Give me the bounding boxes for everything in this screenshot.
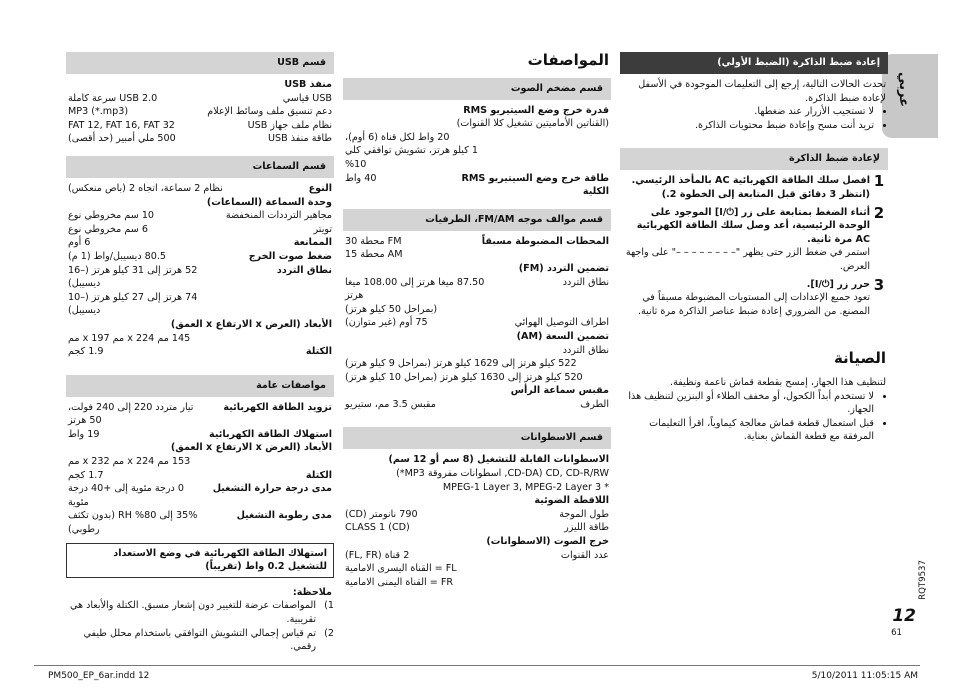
list-item: • قبل استعمال قطعة قماش معالجة كيماوياً، اقرأ التعليمات المرفقة مع قطعة القماش بعناية. — [620, 417, 874, 444]
spec-value — [345, 344, 499, 358]
spec-value: نظام 2 سماعة، اتجاه 2 (باص منعكس) — [68, 182, 223, 194]
step-body — [620, 278, 870, 319]
spec-value: 10 سم مخروطي نوع — [68, 210, 155, 222]
spec-value: 1.9 كجم — [68, 346, 104, 358]
language-tab-label: عربي — [896, 72, 911, 108]
spec-value: 1.7 كجم — [68, 469, 104, 481]
disc-header: قسم الاسطوانات — [343, 427, 611, 449]
disc-supported-label: الاسطوانات القابلة للتشغيل (8 سم أو 12 سم) — [388, 454, 609, 466]
step-number: 3 — [873, 275, 885, 294]
maintenance-title: الصيانة — [833, 349, 886, 368]
spec-key — [232, 332, 332, 346]
am-mod-label: تضمين السعة (AM) — [516, 330, 609, 342]
spec-row — [343, 303, 611, 317]
note-number: 2) — [324, 627, 334, 639]
spec-value: تيار متردد 220 إلى 240 فولت، 50 هرتز — [68, 401, 194, 427]
speaker-header: قسم السماعات — [66, 156, 334, 178]
spec-row — [66, 105, 334, 119]
right-column — [620, 52, 888, 444]
spec-row — [343, 248, 611, 262]
spec-row — [343, 344, 611, 358]
notes-list — [66, 599, 334, 653]
memory-reset-header: لإعادة ضبط الذاكرة — [620, 148, 888, 170]
usb-header: قسم USB — [66, 52, 334, 74]
spec-key: دعم تنسيق ملف وسائط الإعلام — [207, 106, 332, 118]
spec-value: 74 هرتز إلى 27 كيلو هرتز (–10 ديسيبل) — [68, 291, 198, 317]
spec-key: الطرف — [580, 398, 609, 410]
spec-value: FR = القناة اليمنى الامامية — [345, 576, 454, 588]
headphones-label: مقبس سماعة الرأس — [510, 385, 609, 397]
spec-key: تزويد الطاقة الكهربائية — [223, 401, 332, 413]
general-dims-label: الأبعاد (العرض x الارتفاع x العمق) — [170, 442, 332, 454]
spec-value: 522 كيلو هرتز إلى 1629 كيلو هرتز (بمراحل 9 كيلو هرتز) — [345, 358, 577, 370]
spec-value: 145 مم x 224 مم x 197 مم — [68, 332, 191, 344]
spec-row — [343, 549, 611, 563]
spec-value: 35% إلى 80% RH (بدون تكثف رطوبي) — [68, 510, 198, 536]
spec-key: عدد القنوات — [560, 549, 609, 561]
fm-mod-label: تضمين التردد (FM) — [518, 262, 609, 274]
amp-header: قسم مضخم الصوت — [343, 78, 611, 100]
speaker-units-label: وحدة السماعة (السماعات) — [206, 196, 332, 208]
reset-header: إعادة ضبط الذاكرة (الضبط الأولي) — [620, 52, 888, 74]
spec-row — [343, 131, 611, 145]
spec-value: MP3 (*.mp3) — [68, 106, 129, 118]
usb-port-label: منفذ USB — [284, 79, 332, 90]
spec-key: مجاهير الترددات المنخفضة — [225, 210, 332, 222]
list-item: • لا تستخدم أبداً الكحول، أو مخفف الطلاء أو البنزين لتنظيف هذا الجهاز. — [620, 390, 874, 417]
note-item — [66, 627, 334, 654]
spec-row — [66, 428, 334, 442]
spec-key: ضغط صوت الخرج — [248, 250, 332, 262]
spec-key — [499, 303, 609, 317]
page-number: 12 — [892, 606, 916, 626]
footer-rule — [34, 665, 920, 666]
spec-row — [66, 209, 334, 223]
spec-row — [66, 332, 334, 346]
language-tab — [882, 54, 938, 138]
spec-key: مدى رطوبة التشغيل — [236, 510, 332, 522]
spec-key: نظام ملف جهاز USB — [247, 119, 332, 131]
spec-key: الكتلة — [305, 346, 332, 358]
spec-value: 520 كيلو هرتز إلى 1630 كيلو هرتز (بمراحل 10 كيلو هرتز) — [345, 371, 583, 383]
spec-row — [66, 469, 334, 483]
step-body — [620, 206, 870, 274]
spec-key: الممانعة — [293, 237, 332, 249]
spec-value: USB 2.0 سرعة كاملة — [68, 92, 158, 104]
spec-row — [66, 92, 334, 106]
spec-key: طول الموجة — [559, 508, 609, 520]
fm-header: قسم موالف موجه FM/AM، الطرفيات — [343, 209, 611, 231]
middle-column — [343, 52, 611, 589]
pickup-label: اللاقطة الضوئية — [534, 495, 609, 507]
spec-row — [343, 235, 611, 249]
spec-value: 75 أوم (غير متوازن) — [345, 317, 428, 329]
spec-key: نطاق التردد — [276, 264, 332, 276]
spec-key: النوع — [308, 182, 332, 194]
spec-value: 6 أوم — [68, 237, 91, 249]
spec-key: طاقة منفذ USB — [267, 133, 332, 145]
spec-key: طاقة الليزر — [564, 522, 609, 534]
spec-row — [66, 345, 334, 359]
spec-row — [66, 223, 334, 237]
spec-value: 500 ملي أمبير (حد أقصى) — [68, 133, 176, 145]
amp-rms-sub: (القناتين الأماميتين تشغيل كلا القنوات) — [456, 118, 609, 130]
spec-key: الكتلة — [305, 469, 332, 481]
spec-value: FAT 12, FAT 16, FAT 32 — [68, 119, 175, 131]
spec-row — [343, 576, 611, 590]
spec-key — [499, 131, 609, 145]
spec-row — [343, 508, 611, 522]
note-text: تم قياس إجمالي التشويش التوافقي باستخدام محلل طيفي رقمي. — [83, 627, 316, 653]
spec-key: نطاق التردد — [562, 276, 609, 288]
specifications-title: المواصفات — [527, 51, 609, 69]
spec-key: اطراف التوصيل الهوائي — [514, 317, 609, 329]
general-header: مواصفات عامة — [66, 375, 334, 397]
maintenance-bullets — [620, 390, 888, 444]
note-text: المواصفات عرضة للتغيير دون إشعار مسبق. الكتلة والأبعاد هي تقريبية. — [69, 600, 316, 625]
spec-value: 80.5 ديسيبل/واط (1 م) — [68, 250, 167, 262]
spec-row — [343, 371, 611, 385]
spec-key: المحطات المضبوطة مسبقاً — [481, 235, 609, 247]
step-item — [620, 174, 888, 201]
spec-row — [66, 291, 334, 318]
spec-value: 52 هرتز إلى 31 كيلو هرتز (–16 ديسيبل) — [68, 264, 198, 290]
spec-key: USB قياسي — [282, 92, 332, 104]
speaker-dims-label: الأبعاد (العرض x الارتفاع x العمق) — [170, 318, 332, 330]
standby-power-box: استهلاك الطاقة الكهربائية في وضع الاستعداد للتشغيل 0.2 واط (تقريباً) — [66, 543, 334, 578]
spec-row — [343, 562, 611, 576]
spec-row — [343, 276, 611, 303]
step-note: استمر في ضغط الزر حتى يظهر "– – – – – – – –" على واجهة العرض. — [625, 247, 870, 272]
spec-value: 87.50 ميغا هرتز إلى 108.00 ميغا هرتز — [345, 276, 485, 302]
reset-intro: تحدث الحالات التالية، إرجع إلى التعليمات الموجودة في الأسفل لإعادة ضبط الذاكرة. — [638, 79, 886, 104]
spec-row — [343, 172, 611, 199]
spec-value: 153 مم x 224 مم x 232 مم — [68, 456, 191, 468]
spec-key: نطاق التردد — [562, 344, 609, 356]
spec-row — [66, 455, 334, 469]
spec-key — [499, 562, 609, 576]
footer-file: PM500_EP_6ar.indd 12 — [48, 671, 150, 681]
spec-value: 19 واط — [68, 428, 100, 440]
step-item — [620, 203, 888, 274]
spec-value: AM محطة 15 — [345, 249, 403, 261]
step-item — [620, 275, 888, 319]
spec-value: 20 واط لكل قناة (6 أوم)، — [345, 131, 450, 143]
spec-row — [66, 264, 334, 291]
spec-value: مقبس 3.5 مم، ستيريو — [345, 398, 436, 410]
list-item: • لا تستجيب الأزرار عند ضغطها. — [620, 105, 874, 119]
step-note: تعود جميع الإعدادات إلى المستويات المضبوطة مسبقاً في المصنع. من الضروري إعادة ضبط عناصر الذاكرة مرة ثانية. — [637, 292, 870, 317]
spec-value: 1 كيلو هرتز، تشويش توافقي كلي 10% — [345, 145, 478, 170]
spec-row — [66, 401, 334, 428]
spec-key — [469, 248, 609, 262]
spec-value: 6 سم مخروطي نوع — [68, 223, 148, 235]
spec-row — [66, 250, 334, 264]
spec-value: 40 واط — [345, 172, 377, 184]
notes-title: ملاحظة: — [292, 586, 332, 598]
spec-key — [232, 291, 332, 318]
list-item: • تريد أنت مسح وإعادة ضبط محتويات الذاكرة. — [620, 119, 874, 133]
page-number-small: 61 — [891, 628, 902, 638]
reset-bullets — [620, 105, 888, 132]
maintenance-intro: لتنظيف هذا الجهاز، إمسح بقطعة قماش ناعمة ونظيفة. — [670, 376, 886, 388]
disc-types: CD, CD-R/RW (CD-DA, اسطوانات مفروقة MP3*) — [396, 468, 609, 480]
step-text: افصل سلك الطاقة الكهربائية AC بالمأخذ الرئيسي. (انتظر 3 دقائق قبل المتابعة إلى الخطوة 2.) — [631, 175, 870, 200]
spec-value: (بمراحل 50 كيلو هرتز) — [345, 303, 438, 315]
spec-row — [66, 509, 334, 536]
audio-out-label: خرج الصوت (الاسطوانات) — [486, 536, 609, 548]
step-number: 1 — [873, 172, 885, 191]
spec-value: 2 قناة (FL, FR) — [345, 549, 410, 561]
spec-row — [343, 398, 611, 412]
note-item — [66, 599, 334, 626]
spec-row — [66, 482, 334, 509]
spec-row — [66, 132, 334, 146]
spec-value: 790 نانومتر (CD) — [345, 508, 418, 520]
reset-steps — [620, 174, 888, 318]
spec-value: FM محطة 30 — [345, 235, 402, 247]
footer-timestamp: 5/10/2011 11:05:15 AM — [811, 671, 918, 681]
note-number: 1) — [324, 600, 334, 612]
spec-value: CLASS 1 (CD) — [345, 522, 410, 534]
spec-key: تويتر — [313, 223, 332, 235]
spec-value: 0 درجة مئوية إلى +40 درجة مئوية — [68, 483, 184, 508]
spec-key — [232, 455, 332, 469]
disc-mpeg: * MPEG-1 Layer 3, MPEG-2 Layer 3 — [442, 481, 609, 493]
spec-key: مدى درجة حرارة التشغيل — [212, 483, 332, 495]
spec-key: طاقة خرج وضع السيتيريو RMS الكلية — [461, 172, 609, 198]
spec-row — [343, 316, 611, 330]
spec-row — [343, 521, 611, 535]
spec-key: استهلاك الطاقة الكهربائية — [209, 428, 332, 440]
spec-value: FL = القناة اليسرى الامامية — [345, 563, 457, 575]
spec-key — [499, 576, 609, 590]
spec-row — [66, 182, 334, 196]
spec-row — [66, 236, 334, 250]
document-code: RQT9537 — [918, 560, 928, 600]
spec-row — [66, 119, 334, 133]
spec-key — [499, 144, 609, 171]
step-number: 2 — [873, 203, 885, 222]
spec-row — [343, 144, 611, 171]
amp-rms-label: قدرة خرج وضع السيتيريو RMS — [463, 104, 609, 116]
step-text: حرر زر [⏻/I]. — [806, 278, 870, 290]
step-text: أثناء الضغط بمتابعة على زر [⏻/I] الموجود على الوحدة الرئيسية، أعد وصل سلك الطاقة الكهربائية AC مرة ثانية. — [636, 206, 870, 245]
spec-row — [343, 357, 611, 371]
left-column — [66, 52, 334, 654]
